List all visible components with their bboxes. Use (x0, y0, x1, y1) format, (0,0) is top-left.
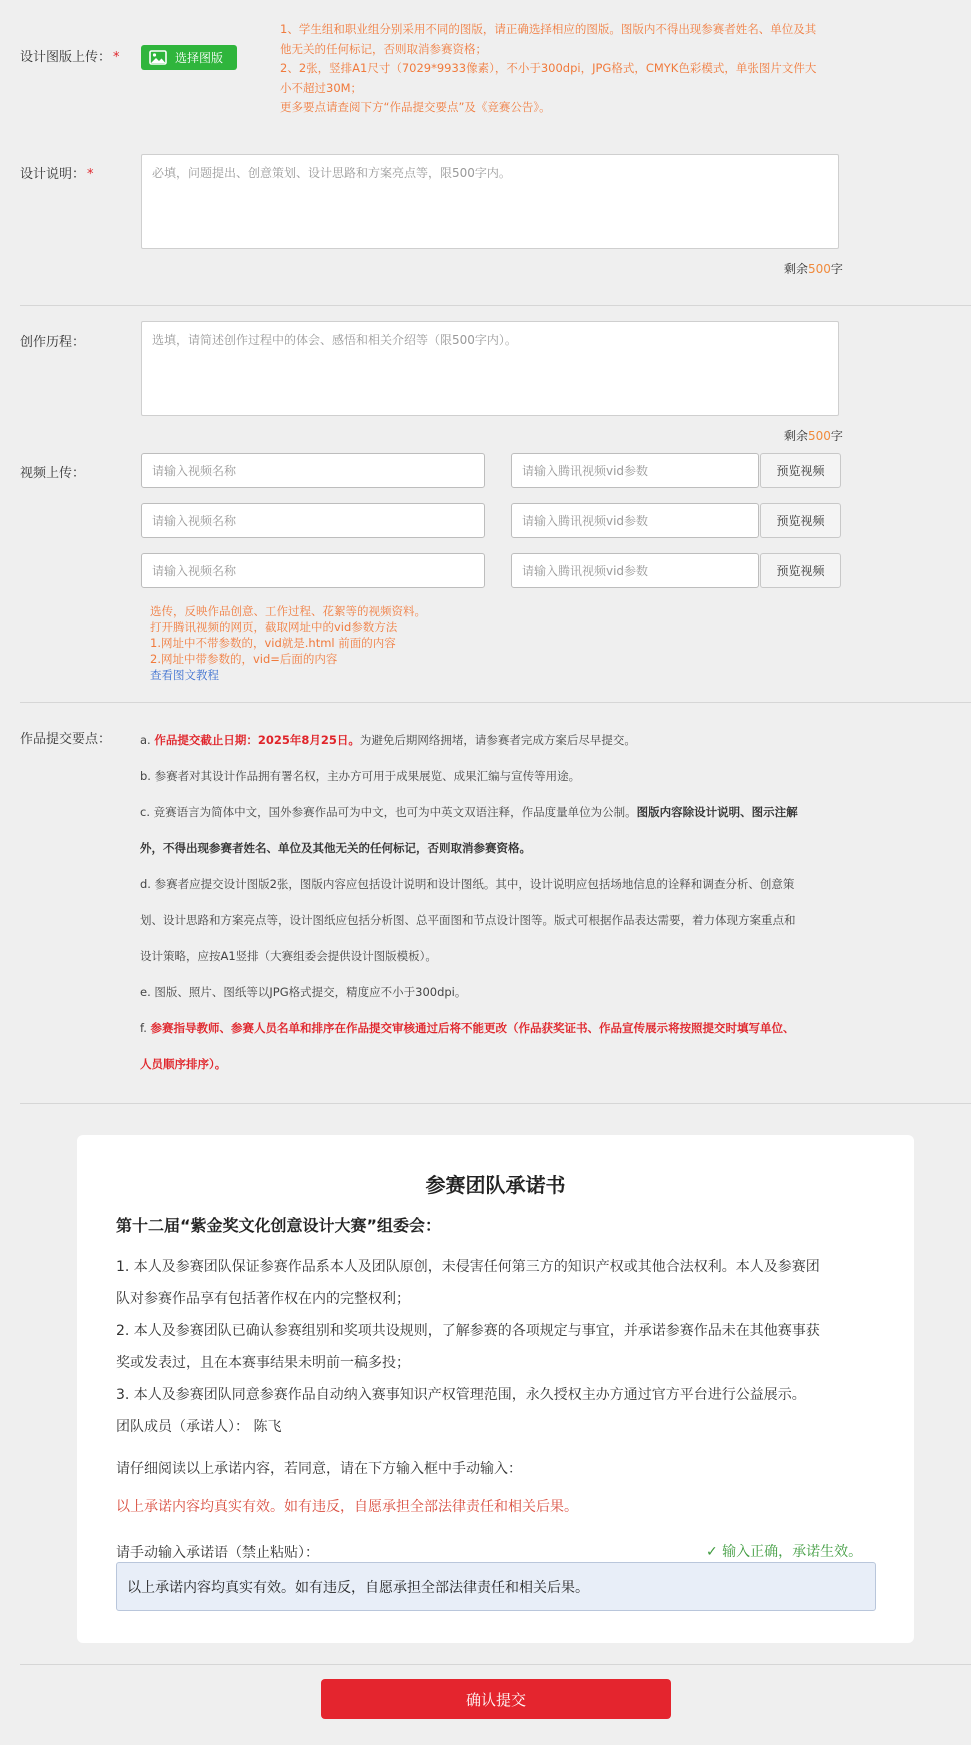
section-divider (20, 1103, 971, 1104)
design-desc-label: 设计说明： * (20, 167, 94, 182)
submission-points-list (140, 722, 840, 1082)
note-line: 2.网址中带参数的，vid=后面的内容 (150, 652, 338, 666)
section-divider (20, 702, 971, 703)
required-mark: * (113, 50, 120, 65)
creation-history-counter: 剩余500字 (784, 429, 843, 443)
tutorial-link[interactable]: 查看图文教程 (150, 668, 219, 682)
pledge-line: 2. 本人及参赛团队已确认参赛组别和奖项共设规则，了解参赛的各项规定与事宜，并承诺参赛作品未在其他赛事获 (116, 1323, 820, 1339)
preview-video-button[interactable]: 预览视频 (760, 553, 841, 588)
video-name-input[interactable]: 请输入视频名称 (141, 503, 485, 538)
note-line: 2、2张，竖排A1尺寸（7029*9933像素），不小于300dpi，JPG格式，CMYK色彩模式，单张图片文件大 (280, 61, 817, 75)
design-desc-textarea[interactable]: 必填，问题提出、创意策划、设计思路和方案亮点等，限500字内。 (141, 154, 839, 249)
point-e: e. 图版、照片、图纸等以JPG格式提交，精度应不小于300dpi。 (140, 985, 467, 999)
video-name-input[interactable]: 请输入视频名称 (141, 553, 485, 588)
point-b: b. 参赛者对其设计作品拥有署名权，主办方可用于成果展览、成果汇编与宣传等用途。 (140, 769, 581, 783)
pledge-statement: 以上承诺内容均真实有效。如有违反，自愿承担全部法律责任和相关后果。 (116, 1499, 578, 1515)
creation-history-textarea[interactable]: 选填，请简述创作过程中的体会、感悟和相关介绍等（限500字内）。 (141, 321, 839, 416)
pledge-instruction: 请仔细阅读以上承诺内容，若同意，请在下方输入框中手动输入： (116, 1461, 522, 1477)
note-line: 选传，反映作品创意、工作过程、花絮等的视频资料。 (150, 604, 426, 618)
point-c: c. 竞赛语言为简体中文，国外参赛作品可为中文，也可为中英文双语注释，作品度量单位为公制。图版内容除设计说明、图示注解 (140, 805, 798, 819)
point-f: f. 参赛指导教师、参赛人员名单和排序在作品提交审核通过后将不能更改（作品获奖证书、作品宣传展示将按照提交时填写单位、 (140, 1021, 795, 1035)
design-upload-notes (280, 20, 860, 118)
note-line: 他无关的任何标记，否则取消参赛资格； (280, 41, 487, 56)
note-line: 1、学生组和职业组分别采用不同的图版，请正确选择相应的图版。图版内不得出现参赛者姓名、单位及其 (280, 22, 817, 36)
note-line: 打开腾讯视频的网页，截取网址中的vid参数方法 (150, 620, 398, 634)
pledge-input[interactable]: 以上承诺内容均真实有效。如有违反，自愿承担全部法律责任和相关后果。 (116, 1562, 876, 1611)
point-f-cont: 人员顺序排序）。 (140, 1057, 227, 1071)
video-upload-label: 视频上传： (20, 466, 86, 481)
pledge-input-label: 请手动输入承诺语（禁止粘贴）： (116, 1545, 319, 1561)
point-a: a. 作品提交截止日期：2025年8月25日。为避免后期网络拥堵，请参赛者完成方案后尽早提交。 (140, 733, 636, 747)
design-desc-counter: 剩余500字 (784, 262, 843, 276)
pledge-line: 奖或发表过，且在本赛事结果未明前一稿多投； (116, 1355, 410, 1371)
note-line: 小不超过30M； (280, 80, 363, 95)
section-divider (20, 1664, 971, 1665)
pledge-team-member: 团队成员（承诺人）： 陈飞 (116, 1419, 282, 1435)
pledge-line: 队对参赛作品享有包括著作权在内的完整权利； (116, 1291, 410, 1307)
video-vid-input[interactable]: 请输入腾讯视频vid参数 (511, 453, 759, 488)
video-vid-input[interactable]: 请输入腾讯视频vid参数 (511, 503, 759, 538)
note-line: 1.网址中不带参数的，vid就是.html 前面的内容 (150, 636, 396, 650)
pledge-status: ✓ 输入正确，承诺生效。 (706, 1544, 863, 1560)
video-name-input[interactable]: 请输入视频名称 (141, 453, 485, 488)
pledge-body (116, 1251, 886, 1443)
design-upload-label: 设计图版上传： * (20, 50, 120, 65)
required-mark: * (87, 167, 94, 182)
point-d-cont: 划、设计思路和方案亮点等，设计图纸应包括分析图、总平面图和节点设计图等。版式可根据作品表达需要，着力体现方案重点和 (140, 913, 796, 927)
video-vid-input[interactable]: 请输入腾讯视频vid参数 (511, 553, 759, 588)
submission-points-label: 作品提交要点： (20, 732, 112, 747)
confirm-submit-button[interactable]: 确认提交 (321, 1679, 671, 1719)
image-icon (149, 50, 167, 65)
select-board-button[interactable]: 选择图版 (141, 45, 237, 70)
pledge-addressee: 第十二届“紫金奖文化创意设计大赛”组委会： (116, 1216, 442, 1235)
pledge-title: 参赛团队承诺书 (425, 1173, 566, 1197)
point-d: d. 参赛者应提交设计图版2张，图版内容应包括设计说明和设计图纸。其中，设计说明应包括场地信息的诠释和调查分析、创意策 (140, 877, 795, 891)
video-upload-notes (150, 603, 426, 683)
point-c-cont: 外，不得出现参赛者姓名、单位及其他无关的任何标记，否则取消参赛资格。 (140, 841, 531, 855)
section-divider (20, 305, 971, 306)
point-d-cont: 设计策略，应按A1竖排（大赛组委会提供设计图版模板）。 (140, 949, 437, 963)
note-line: 更多要点请查阅下方“作品提交要点”及《竞赛公告》。 (280, 100, 551, 114)
pledge-line: 1. 本人及参赛团队保证参赛作品系本人及团队原创，未侵害任何第三方的知识产权或其他合法权利。本人及参赛团 (116, 1259, 820, 1275)
pledge-card (77, 1135, 914, 1643)
creation-history-label: 创作历程： (20, 335, 86, 350)
preview-video-button[interactable]: 预览视频 (760, 503, 841, 538)
preview-video-button[interactable]: 预览视频 (760, 453, 841, 488)
pledge-line: 3. 本人及参赛团队同意参赛作品自动纳入赛事知识产权管理范围，永久授权主办方通过官方平台进行公益展示。 (116, 1387, 806, 1403)
